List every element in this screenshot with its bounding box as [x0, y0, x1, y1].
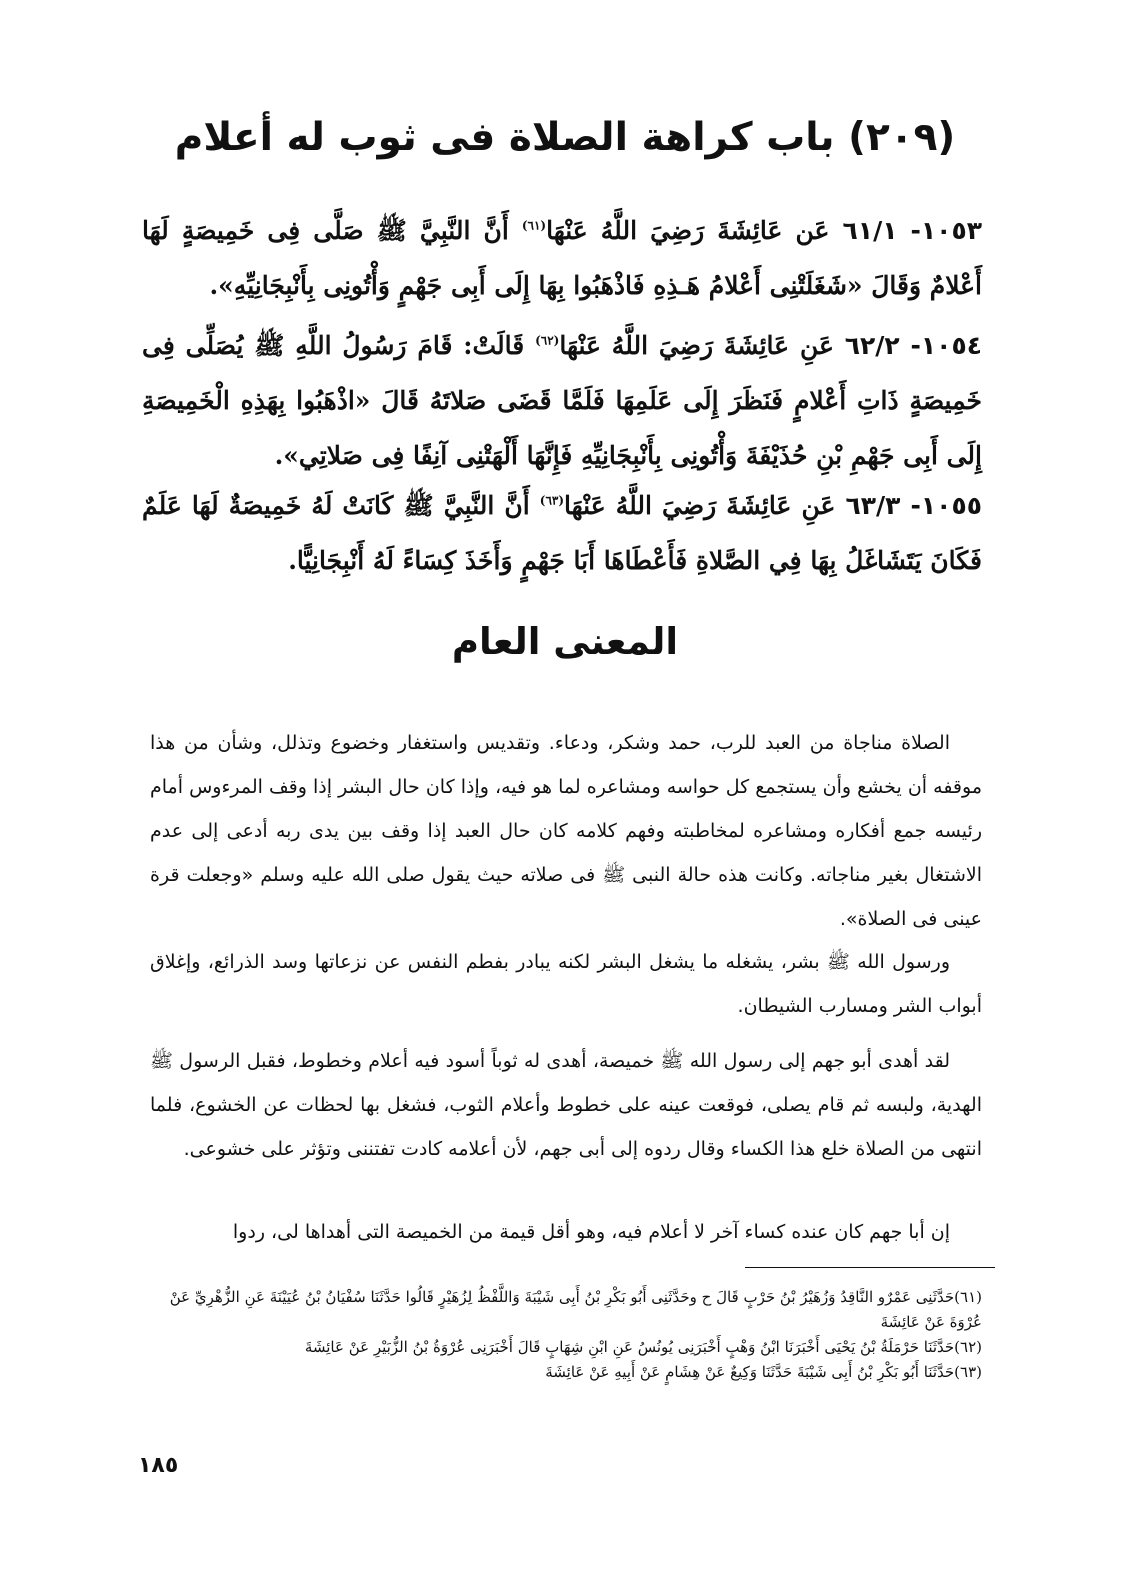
- section-heading: المعنى العام: [451, 620, 679, 663]
- footnote-divider: [745, 1267, 995, 1268]
- hadith-text: أَنَّ النَّبِيَّ ﷺ صَلَّى فِى خَمِيصَةٍ لَهَا أَعْلامٌ وَقَالَ «شَغَلَتْنِى أَعْلامُ هَـذِهِ فَاذْهَبُوا بِهَا إِلَى أَبِى جَهْمٍ وَأْتُونِى بِأَنْبِجَانِيِّهِ».: [142, 216, 982, 300]
- hadith-number: ١٠٥٤-: [910, 331, 982, 360]
- page-number: ١٨٥: [138, 1453, 179, 1478]
- paragraph: إن أبا جهم كان عنده كساء آخر لا أعلام فيه، وهو أقل قيمة من الخميصة التى أهداها لى، ردوا: [232, 1221, 950, 1243]
- hadith-1055: [142, 478, 982, 588]
- paragraph: ورسول الله ﷺ بشر، يشغله ما يشغل البشر لكنه يبادر بفطم النفس عن نزعاتها وسد الذرائع، وإغلاق أبواب الشر ومسارب الشيطان.: [150, 951, 982, 1017]
- footnote: (٦١)حَدَّثَنِى عَمْرٌو النَّاقِدُ وَزُهَيْرُ بْنُ حَرْبٍ قَالَ ح وحَدَّثَنِى أَبُو بَكْرِ بْنُ أَبِى شَيْبَةَ وَاللَّفْظُ لِزُهَيْرٍ قَالُوا حَدَّثَنَا سُفْيَانُ بْنُ عُيَيْنَةَ عَنِ الزُّهْرِيِّ عَنْ عُرْوَةَ عَنْ عَائِشَةَ: [169, 1288, 982, 1331]
- footnote: (٦٣)حَدَّثَنَا أَبُو بَكْرِ بْنُ أَبِى شَيْبَةَ حَدَّثَنَا وَكِيعٌ عَنْ هِشَامٍ عَنْ أَبِيهِ عَنْ عَائِشَةَ: [545, 1363, 982, 1381]
- hadith-opening: عَن عَائِشَةَ رَضِيَ اللَّهُ عَنْهَا: [546, 216, 830, 245]
- hadith-reference: ٦١/١: [842, 216, 898, 245]
- chapter-title: (٢٠٩) باب كراهة الصلاة فى ثوب له أعلام: [174, 115, 956, 160]
- footnote-marker: (٦١): [521, 218, 547, 233]
- hadith-1054: [142, 318, 982, 483]
- footnote: (٦٢)حَدَّثَنَا حَرْمَلَةُ بْنُ يَحْيَى أَخْبَرَنَا ابْنُ وَهْبٍ أَخْبَرَنِى يُونُسُ عَنِ ابْنِ شِهَابٍ قَالَ أَخْبَرَنِى عُرْوَةُ بْنُ الزُّبَيْرِ عَنْ عَائِشَةَ: [304, 1338, 982, 1356]
- hadith-number: ١٠٥٥-: [910, 491, 982, 520]
- footnote-marker: (٦٢): [535, 333, 560, 348]
- hadith-1053: [142, 203, 982, 313]
- footnote-marker: (٦٣): [539, 493, 565, 508]
- hadith-reference: ٦٣/٣: [845, 491, 901, 520]
- hadith-text: قَالَتْ: قَامَ رَسُولُ اللَّهِ ﷺ يُصَلِّى فِى خَمِيصَةٍ ذَاتِ أَعْلامٍ فَنَظَرَ إِلَى عَلَمِهَا فَلَمَّا قَضَى صَلاتَهُ قَالَ «اذْهَبُوا بِهَذِهِ الْخَمِيصَةِ إِلَى أَبِى جَهْمِ بْنِ حُذَيْفَةَ وَأْتُونِى بِأَنْبِجَانِيِّهِ فَإِنَّهَا أَلْهَتْنِى آنِفًا فِى صَلاتِي».: [142, 331, 982, 470]
- hadith-opening: عَنِ عَائِشَةَ رَضِيَ اللَّهُ عَنْهَا: [559, 331, 834, 360]
- paragraph: الصلاة مناجاة من العبد للرب، حمد وشكر، ودعاء. وتقديس واستغفار وخضوع وتذلل، وشأن من هذا موقفه أن يخشع وأن يستجمع كل حواسه ومشاعره لما هو فيه، وإذا كان حال البشر إذا وقف المرءوس أمام رئيسه جمع أفكاره ومشاعره لمخاطبته وفهم كلامه كان حال العبد إذا وقف بين يدى ربه أدعى إلى عدم الاشتغال بغير مناجاته. وكانت هذه حالة النبى ﷺ فى صلاته حيث يقول صلى الله عليه وسلم «وجعلت قرة عينى فى الصلاة».: [150, 732, 982, 930]
- hadith-opening: عَنِ عَائِشَةَ رَضِيَ اللَّهُ عَنْهَا: [564, 491, 836, 520]
- hadith-number: ١٠٥٣-: [910, 216, 982, 245]
- footnotes: [137, 1285, 982, 1385]
- hadith-reference: ٦٢/٢: [844, 331, 900, 360]
- hadith-text: أَنَّ النَّبِيَّ ﷺ كَانَتْ لَهُ خَمِيصَةٌ لَهَا عَلَمٌ فَكَانَ يَتَشَاغَلُ بِهَا فِي الصَّلاةِ فَأَعْطَاهَا أَبَا جَهْمٍ وَأَخَذَ كِسَاءً لَهُ أَنْبِجَانِيًّا.: [142, 491, 982, 575]
- paragraph: لقد أهدى أبو جهم إلى رسول الله ﷺ خميصة، أهدى له ثوباً أسود فيه أعلام وخطوط، فقبل الرسول ﷺ الهدية، ولبسه ثم قام يصلى، فوقعت عينه على خطوط وأعلام الثوب، فشغل بها لحظات عن الخشوع، فلما انتهى من الصلاة خلع هذا الكساء وقال ردوه إلى أبى جهم، لأن أعلامه كادت تفتننى وتؤثر على خشوعى.: [150, 1050, 982, 1160]
